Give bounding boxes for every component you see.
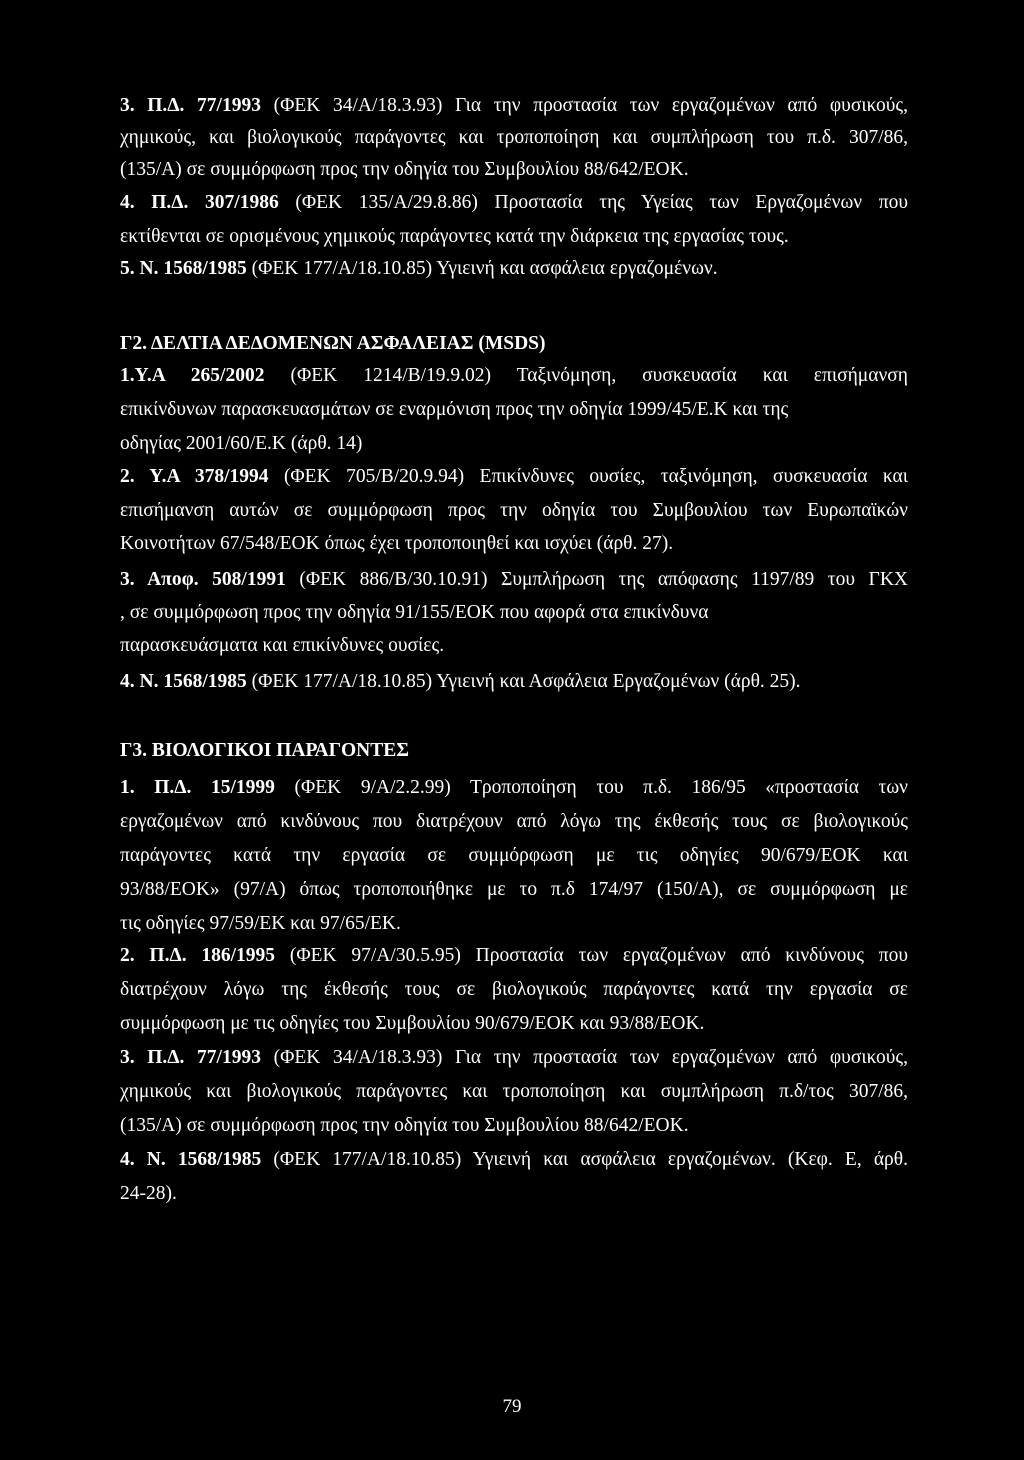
- text-line: 93/88/ΕΟΚ» (97/Α) όπως τροποποιήθηκε με το π.δ 174/97 (150/Α), σε συμμόρφωση με: [120, 879, 908, 900]
- text-line: 1. Π.Δ. 15/1999 (ΦΕΚ 9/Α/2.2.99) Τροποποίηση του π.δ. 186/95 «προστασία των: [120, 777, 908, 798]
- page-number: 79: [502, 1396, 522, 1417]
- section-title-g2: Γ2. ΔΕΛΤΙΑ ΔΕΔΟΜΕΝΩΝ ΑΣΦΑΛΕΙΑΣ (MSDS): [120, 333, 546, 354]
- text-line: επικίνδυνων παρασκευασμάτων σε εναρμόνιση προς την οδηγία 1999/45/Ε.Κ και της: [120, 399, 789, 420]
- text-line: 4. Ν. 1568/1985 (ΦΕΚ 177/Α/18.10.85) Υγιεινή και Ασφάλεια Εργαζομένων (άρθ. 25).: [120, 671, 801, 692]
- section-title-g3: Γ3. ΒΙΟΛΟΓΙΚΟΙ ΠΑΡΑΓΟΝΤΕΣ: [120, 740, 410, 761]
- text-line: 3. Π.Δ. 77/1993 (ΦΕΚ 34/Α/18.3.93) Για την προστασία των εργαζομένων από φυσικούς,: [120, 1047, 908, 1068]
- text-line: 2. Υ.Α 378/1994 (ΦΕΚ 705/Β/20.9.94) Επικίνδυνες ουσίες, ταξινόμηση, συσκευασία και: [120, 466, 908, 487]
- text-line: 4. Π.Δ. 307/1986 (ΦΕΚ 135/Α/29.8.86) Προστασία της Υγείας των Εργαζομένων που: [120, 192, 908, 213]
- text-line: , σε συμμόρφωση προς την οδηγία 91/155/ΕΟΚ που αφορά στα επικίνδυνα: [120, 602, 709, 623]
- text-line: (135/Α) σε συμμόρφωση προς την οδηγία του Συμβουλίου 88/642/ΕΟΚ.: [120, 159, 689, 180]
- text-line: χημικούς και βιολογικούς παράγοντες και τροποποίηση και συμπλήρωση π.δ/τος 307/86,: [120, 1081, 908, 1102]
- text-line: τις οδηγίες 97/59/ΕΚ και 97/65/ΕΚ.: [120, 913, 401, 934]
- text-line: εκτίθενται σε ορισμένους χημικούς παράγοντες κατά την διάρκεια της εργασίας τους.: [120, 226, 789, 247]
- text-line: παράγοντες κατά την εργασία σε συμμόρφωση με τις οδηγίες 90/679/ΕΟΚ και: [120, 845, 908, 866]
- text-line: επισήμανση αυτών σε συμμόρφωση προς την οδηγία του Συμβουλίου των Ευρωπαϊκών: [120, 500, 908, 521]
- text-line: 3. Αποφ. 508/1991 (ΦΕΚ 886/Β/30.10.91) Συμπλήρωση της απόφασης 1197/89 του ΓΚΧ: [120, 569, 908, 590]
- text-line: συμμόρφωση με τις οδηγίες του Συμβουλίου 90/679/ΕΟΚ και 93/88/ΕΟΚ.: [120, 1013, 705, 1034]
- text-line: 4. Ν. 1568/1985 (ΦΕΚ 177/Α/18.10.85) Υγιεινή και ασφάλεια εργαζομένων. (Κεφ. Ε, άρθ.: [120, 1149, 908, 1170]
- text-line: εργαζομένων από κινδύνους που διατρέχουν από λόγω της έκθεσής τους σε βιολογικούς: [120, 811, 908, 832]
- text-line: διατρέχουν λόγω της έκθεσής τους σε βιολογικούς παράγοντες κατά την εργασία σε: [120, 979, 908, 1000]
- text-line: Κοινοτήτων 67/548/ΕΟΚ όπως έχει τροποποιηθεί και ισχύει (άρθ. 27).: [120, 533, 674, 554]
- text-line: 3. Π.Δ. 77/1993 (ΦΕΚ 34/Α/18.3.93) Για την προστασία των εργαζομένων από φυσικούς,: [120, 95, 908, 116]
- text-line: παρασκευάσματα και επικίνδυνες ουσίες.: [120, 635, 445, 656]
- text-line: 1.Υ.Α 265/2002 (ΦΕΚ 1214/Β/19.9.02) Ταξινόμηση, συσκευασία και επισήμανση: [120, 365, 908, 386]
- text-line: χημικούς, και βιολογικούς παράγοντες και τροποποίηση και συμπλήρωση του π.δ. 307/86,: [120, 127, 908, 148]
- text-line: 2. Π.Δ. 186/1995 (ΦΕΚ 97/Α/30.5.95) Προστασία των εργαζομένων από κινδύνους που: [120, 945, 908, 966]
- text-line: (135/Α) σε συμμόρφωση προς την οδηγία του Συμβουλίου 88/642/ΕΟΚ.: [120, 1115, 689, 1136]
- text-line: 24-28).: [120, 1183, 177, 1204]
- text-line: οδηγίας 2001/60/Ε.Κ (άρθ. 14): [120, 433, 363, 454]
- text-line: 5. Ν. 1568/1985 (ΦΕΚ 177/Α/18.10.85) Υγιεινή και ασφάλεια εργαζομένων.: [120, 258, 718, 279]
